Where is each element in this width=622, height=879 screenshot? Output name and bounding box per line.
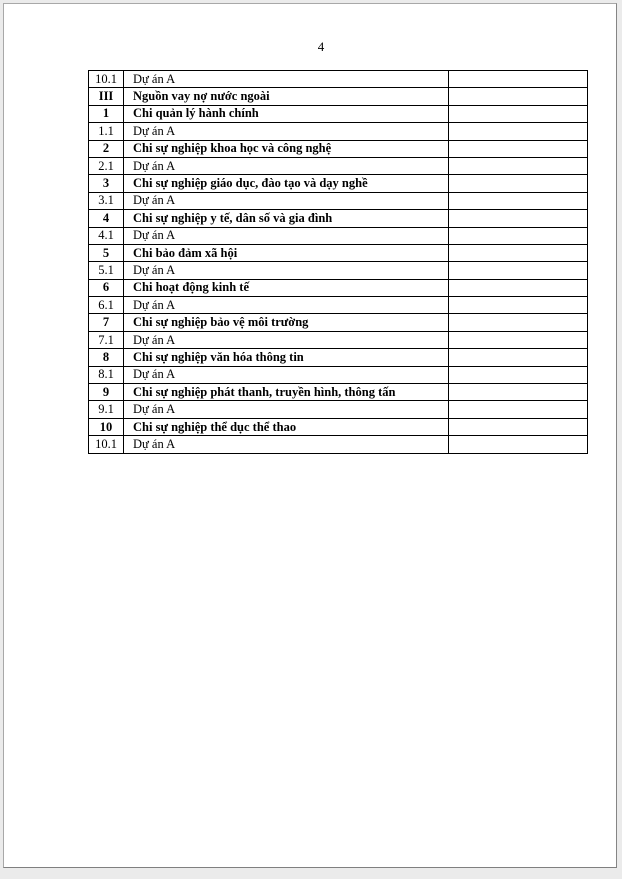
row-label-cell: Chi quản lý hành chính (124, 105, 449, 122)
table-row (89, 227, 588, 244)
budget-table (88, 70, 588, 454)
table-row (89, 210, 588, 227)
row-value-cell (449, 331, 588, 348)
row-value-cell (449, 192, 588, 209)
row-number-cell: 5 (89, 244, 124, 261)
row-value-cell (449, 366, 588, 383)
row-number-cell: 9 (89, 384, 124, 401)
row-value-cell (449, 140, 588, 157)
row-value-cell (449, 244, 588, 261)
document-page (3, 3, 617, 868)
row-label-cell: Chi sự nghiệp y tế, dân số và gia đình (124, 210, 449, 227)
table-row (89, 262, 588, 279)
row-number-cell: 8 (89, 349, 124, 366)
row-value-cell (449, 384, 588, 401)
row-label-cell: Dự án A (124, 436, 449, 453)
row-label-cell: Dự án A (124, 227, 449, 244)
row-label-cell: Chi sự nghiệp văn hóa thông tin (124, 349, 449, 366)
row-value-cell (449, 279, 588, 296)
table-row (89, 314, 588, 331)
row-value-cell (449, 401, 588, 418)
row-label-cell: Chi bảo đảm xã hội (124, 244, 449, 261)
table-row (89, 175, 588, 192)
table-row (89, 401, 588, 418)
row-value-cell (449, 297, 588, 314)
row-label-cell: Dự án A (124, 71, 449, 88)
row-number-cell: 5.1 (89, 262, 124, 279)
row-number-cell: 6.1 (89, 297, 124, 314)
row-label-cell: Chi sự nghiệp bảo vệ môi trường (124, 314, 449, 331)
row-value-cell (449, 418, 588, 435)
table-body (89, 71, 588, 454)
row-number-cell: 6 (89, 279, 124, 296)
row-number-cell: 7 (89, 314, 124, 331)
table-row (89, 384, 588, 401)
row-number-cell: 1 (89, 105, 124, 122)
row-number-cell: III (89, 88, 124, 105)
row-label-cell: Dự án A (124, 331, 449, 348)
row-number-cell: 4.1 (89, 227, 124, 244)
row-label-cell: Chi sự nghiệp khoa học và công nghệ (124, 140, 449, 157)
row-number-cell: 3 (89, 175, 124, 192)
row-label-cell: Chi sự nghiệp giáo dục, đào tạo và dạy nghề (124, 175, 449, 192)
row-number-cell: 10 (89, 418, 124, 435)
row-label-cell: Chi hoạt động kinh tế (124, 279, 449, 296)
table-row (89, 418, 588, 435)
row-value-cell (449, 349, 588, 366)
table-row (89, 140, 588, 157)
row-label-cell: Chi sự nghiệp thể dục thể thao (124, 418, 449, 435)
row-number-cell: 2 (89, 140, 124, 157)
row-number-cell: 10.1 (89, 71, 124, 88)
table-row (89, 123, 588, 140)
table-row (89, 244, 588, 261)
row-value-cell (449, 227, 588, 244)
row-label-cell: Dự án A (124, 262, 449, 279)
row-value-cell (449, 262, 588, 279)
row-number-cell: 1.1 (89, 123, 124, 140)
row-label-cell: Dự án A (124, 297, 449, 314)
row-value-cell (449, 314, 588, 331)
table-row (89, 366, 588, 383)
row-number-cell: 10.1 (89, 436, 124, 453)
row-label-cell: Dự án A (124, 157, 449, 174)
table-row (89, 436, 588, 453)
row-value-cell (449, 71, 588, 88)
row-value-cell (449, 210, 588, 227)
row-value-cell (449, 175, 588, 192)
row-value-cell (449, 436, 588, 453)
table-row (89, 105, 588, 122)
table-row (89, 349, 588, 366)
row-label-cell: Dự án A (124, 123, 449, 140)
table-row (89, 331, 588, 348)
row-label-cell: Dự án A (124, 366, 449, 383)
row-label-cell: Nguồn vay nợ nước ngoài (124, 88, 449, 105)
table-row (89, 157, 588, 174)
table-row (89, 88, 588, 105)
row-value-cell (449, 88, 588, 105)
row-number-cell: 9.1 (89, 401, 124, 418)
row-number-cell: 4 (89, 210, 124, 227)
table-row (89, 192, 588, 209)
row-value-cell (449, 157, 588, 174)
row-number-cell: 2.1 (89, 157, 124, 174)
row-label-cell: Dự án A (124, 401, 449, 418)
row-value-cell (449, 105, 588, 122)
row-number-cell: 3.1 (89, 192, 124, 209)
table-row (89, 71, 588, 88)
table-row (89, 297, 588, 314)
row-label-cell: Chi sự nghiệp phát thanh, truyền hình, thông tấn (124, 384, 449, 401)
page-number: 4 (317, 39, 325, 54)
row-value-cell (449, 123, 588, 140)
table-row (89, 279, 588, 296)
row-number-cell: 8.1 (89, 366, 124, 383)
row-label-cell: Dự án A (124, 192, 449, 209)
row-number-cell: 7.1 (89, 331, 124, 348)
